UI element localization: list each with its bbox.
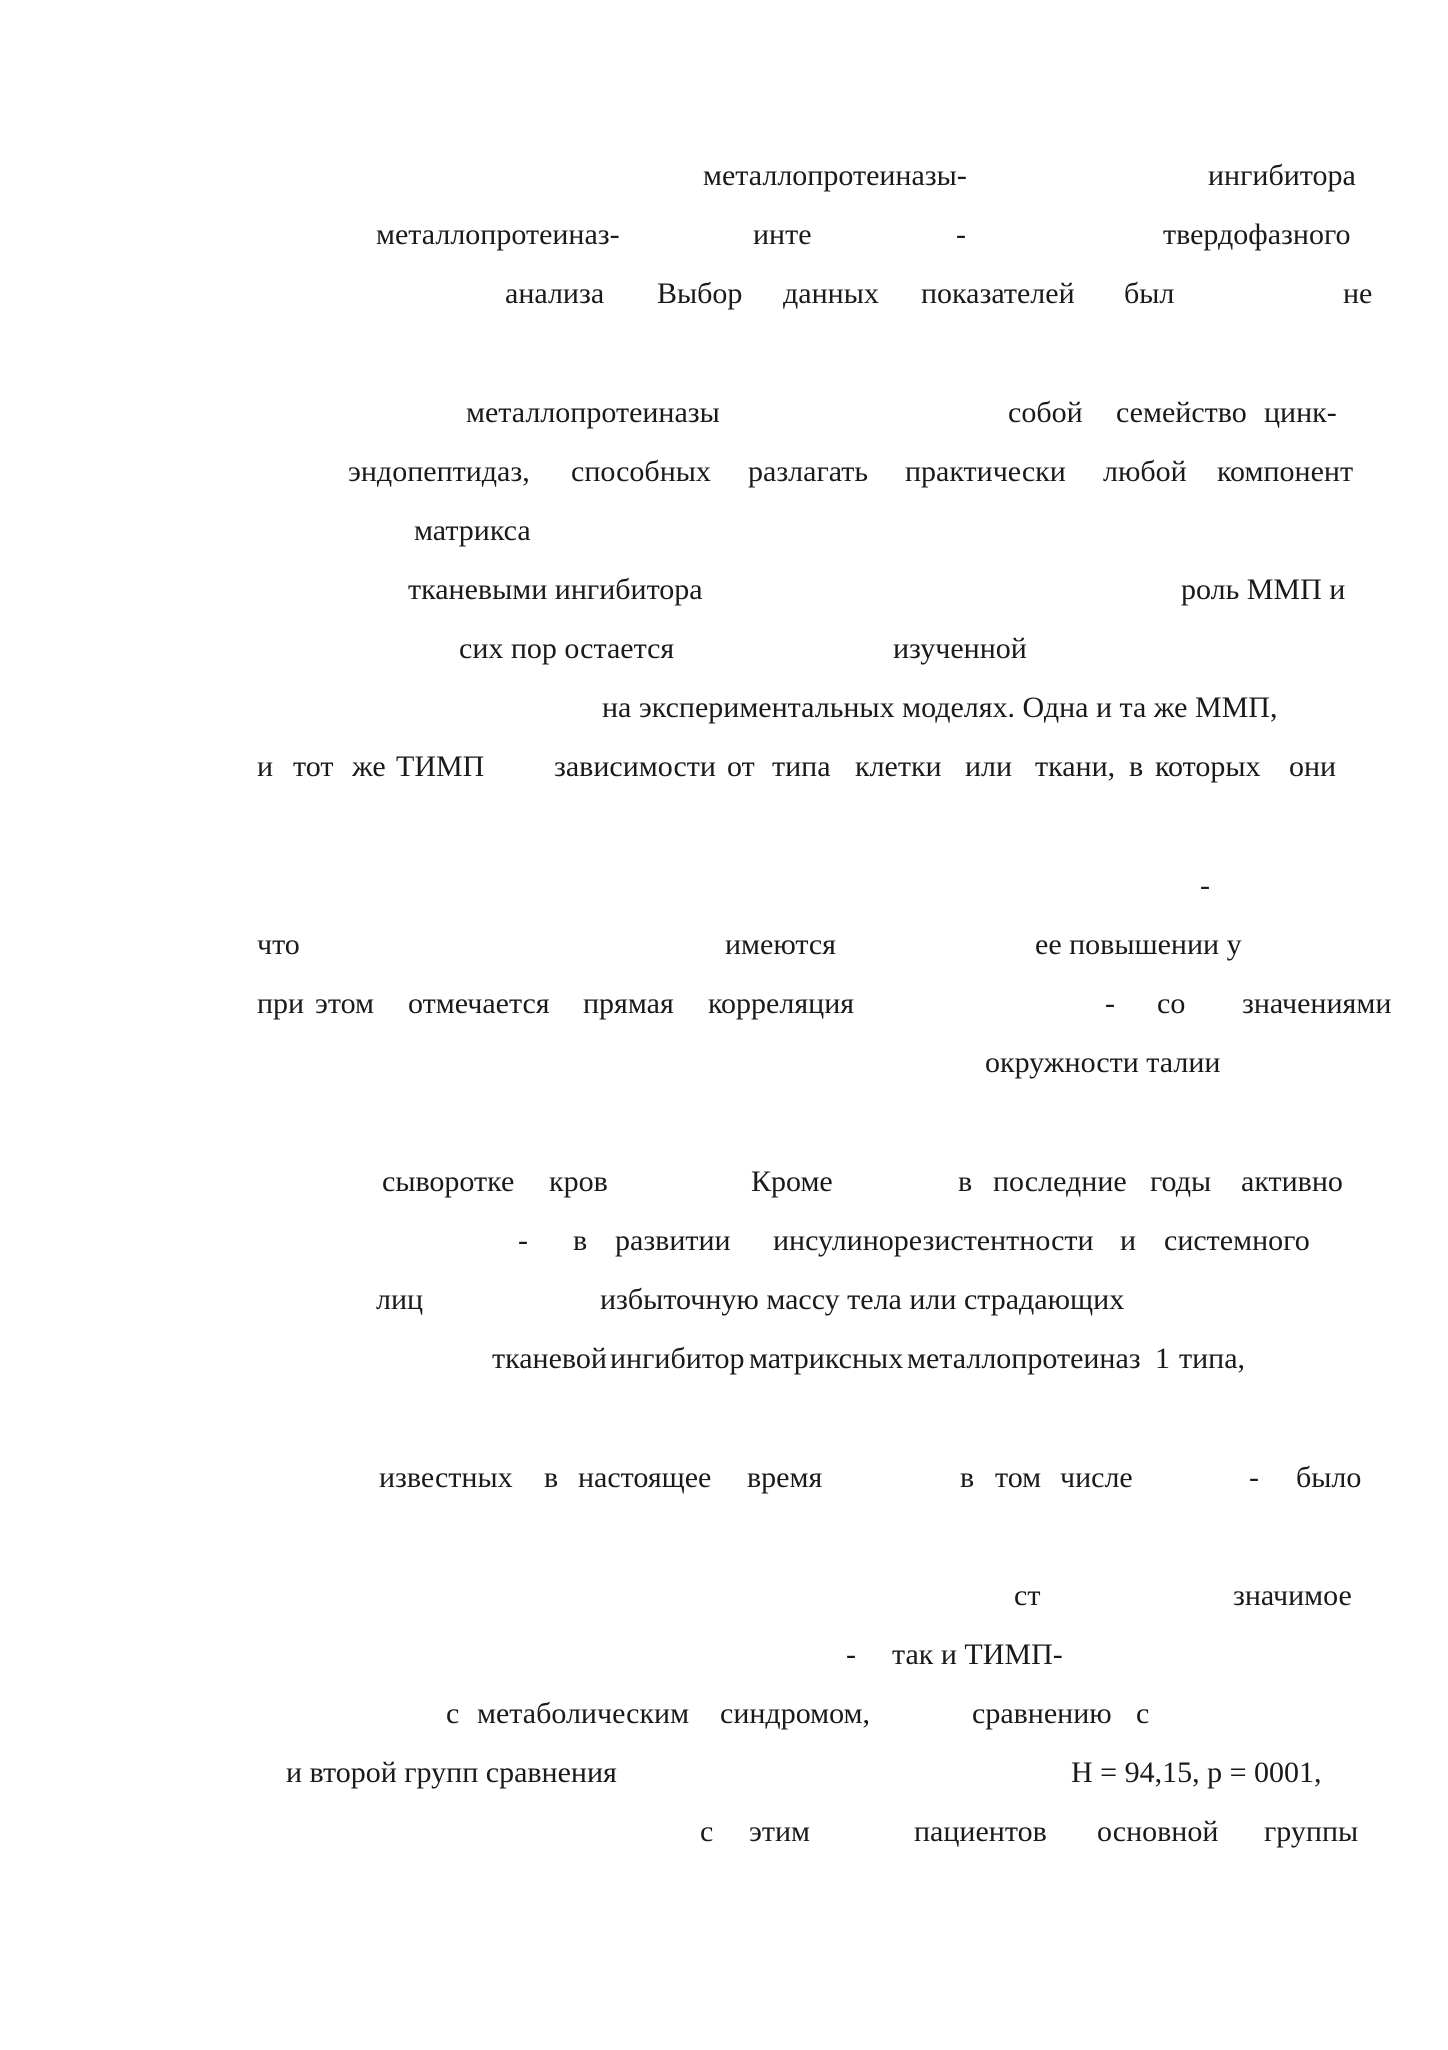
- text-fragment: системного: [1164, 1224, 1310, 1257]
- text-fragment: имеются: [725, 928, 836, 961]
- text-fragment: с: [1136, 1697, 1150, 1730]
- text-fragment: тканевыми ингибитора: [408, 573, 703, 606]
- text-fragment: ингибитор: [610, 1342, 745, 1375]
- text-fragment: они: [1289, 750, 1337, 783]
- text-fragment: тканевой: [492, 1342, 607, 1375]
- text-fragment: сих пор остается: [459, 632, 675, 665]
- text-fragment: -: [846, 1638, 856, 1671]
- text-fragment: практически: [905, 455, 1066, 488]
- text-fragment: значениями: [1242, 987, 1392, 1020]
- text-fragment: было: [1296, 1461, 1362, 1494]
- text-fragment: ткани,: [1035, 750, 1116, 783]
- text-fragment: ее повышении у: [1035, 928, 1242, 961]
- text-fragment: корреляция: [708, 987, 855, 1020]
- text-fragment: в: [544, 1461, 559, 1494]
- text-fragment: лиц: [376, 1283, 424, 1316]
- text-fragment: так и ТИМП-: [892, 1638, 1063, 1671]
- text-fragment: металлопротеиназ: [907, 1342, 1141, 1375]
- text-fragment: -: [1105, 987, 1115, 1020]
- text-fragment: 1: [1155, 1342, 1170, 1375]
- text-fragment: сравнению: [972, 1697, 1112, 1730]
- text-fragment: что: [257, 928, 300, 961]
- text-fragment: разлагать: [748, 455, 869, 488]
- text-fragment: в: [960, 1461, 975, 1494]
- text-fragment: любой: [1103, 455, 1187, 488]
- text-fragment: типа,: [1179, 1342, 1246, 1375]
- text-fragment: в: [958, 1165, 973, 1198]
- text-fragment: числе: [1060, 1461, 1133, 1494]
- text-fragment: матрикса: [414, 514, 531, 547]
- text-fragment: с: [446, 1697, 460, 1730]
- text-fragment: и: [1120, 1224, 1137, 1257]
- text-fragment: в: [1129, 750, 1144, 783]
- text-fragment: типа: [772, 750, 831, 783]
- text-fragment: роль ММП и: [1181, 573, 1346, 606]
- text-fragment: матриксных: [749, 1342, 904, 1375]
- text-fragment: и второй групп сравнения: [286, 1756, 617, 1789]
- text-fragment: и: [257, 750, 274, 783]
- text-fragment: семейство: [1116, 396, 1247, 429]
- text-fragment: годы: [1150, 1165, 1212, 1198]
- text-fragment: основной: [1097, 1815, 1219, 1848]
- text-fragment: твердофазного: [1163, 218, 1351, 251]
- text-fragment: цинк-: [1264, 396, 1337, 429]
- text-fragment: Н = 94,15, р = 0001,: [1071, 1756, 1322, 1789]
- text-fragment: ТИМП: [396, 750, 485, 783]
- text-fragment: способных: [571, 455, 711, 488]
- text-fragment: на экспериментальных моделях. Одна и та же ММП,: [602, 691, 1278, 724]
- text-fragment: показателей: [921, 277, 1075, 310]
- text-fragment: со: [1157, 987, 1186, 1020]
- text-fragment: кров: [549, 1165, 608, 1198]
- text-fragment: активно: [1241, 1165, 1343, 1198]
- text-fragment: инсулинорезистентности: [773, 1224, 1094, 1257]
- text-fragment: металлопротеиназы: [466, 396, 720, 429]
- text-fragment: компонент: [1217, 455, 1354, 488]
- text-fragment: тот: [293, 750, 334, 783]
- text-fragment: -: [518, 1224, 528, 1257]
- text-fragment: же: [352, 750, 386, 783]
- text-fragment: в: [573, 1224, 588, 1257]
- text-fragment: том: [995, 1461, 1042, 1494]
- text-fragment: окружности талии: [985, 1046, 1221, 1079]
- text-fragment: прямая: [583, 987, 674, 1020]
- text-fragment: или: [965, 750, 1013, 783]
- text-fragment: был: [1124, 277, 1175, 310]
- text-fragment: значимое: [1233, 1579, 1352, 1612]
- text-fragment: отмечается: [408, 987, 550, 1020]
- text-fragment: Выбор: [657, 277, 743, 310]
- text-fragment: избыточную массу тела или страдающих: [600, 1283, 1125, 1316]
- text-fragment: последние: [993, 1165, 1127, 1198]
- text-fragment: металлопротеиназы-: [703, 159, 967, 192]
- text-fragment: металлопротеиназ-: [376, 218, 620, 251]
- text-fragment: время: [747, 1461, 823, 1494]
- text-fragment: метаболическим: [477, 1697, 690, 1730]
- text-fragment: Кроме: [751, 1165, 833, 1198]
- text-fragment: синдромом,: [720, 1697, 871, 1730]
- text-fragment: зависимости: [554, 750, 716, 783]
- text-fragment: -: [1200, 869, 1210, 902]
- text-fragment: с: [700, 1815, 714, 1848]
- text-fragment: анализа: [505, 277, 605, 310]
- text-fragment: -: [1249, 1461, 1259, 1494]
- text-fragment: этим: [749, 1815, 811, 1848]
- text-fragment: не: [1343, 277, 1373, 310]
- text-fragment: сыворотке: [382, 1165, 515, 1198]
- text-fragment: развитии: [615, 1224, 731, 1257]
- text-fragment: ингибитора: [1208, 159, 1356, 192]
- text-fragment: клетки: [855, 750, 942, 783]
- text-fragment: которых: [1155, 750, 1261, 783]
- text-fragment: эндопептидаз,: [348, 455, 530, 488]
- text-fragment: известных: [379, 1461, 513, 1494]
- text-fragment: инте: [753, 218, 812, 251]
- text-fragment: этом: [315, 987, 375, 1020]
- text-fragment: группы: [1264, 1815, 1359, 1848]
- text-fragment: ст: [1014, 1579, 1041, 1612]
- text-fragment: собой: [1008, 396, 1083, 429]
- text-fragment: настоящее: [578, 1461, 712, 1494]
- text-fragment: данных: [783, 277, 879, 310]
- text-fragment: от: [727, 750, 755, 783]
- text-fragment: изученной: [893, 632, 1027, 665]
- text-fragment: -: [956, 218, 966, 251]
- text-fragment: пациентов: [914, 1815, 1047, 1848]
- text-fragment: при: [257, 987, 305, 1020]
